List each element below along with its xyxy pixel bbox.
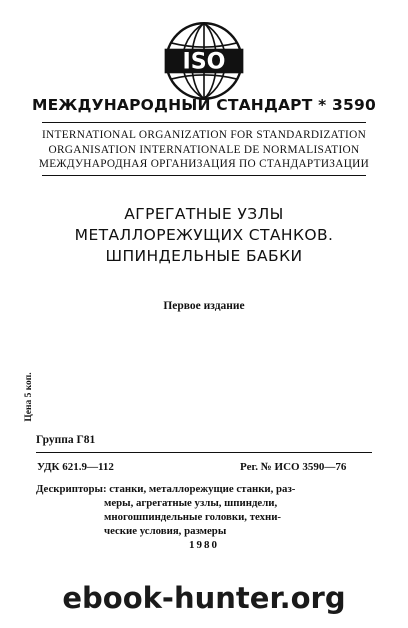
price-label [22, 367, 36, 427]
title-line: МЕТАЛЛОРЕЖУЩИХ СТАНКОВ. [74, 226, 334, 244]
descriptors-block [36, 482, 326, 538]
organization-fr: ORGANISATION INTERNATIONALE DE NORMALISATION [48, 143, 360, 156]
title-line: ШПИНДЕЛЬНЫЕ БАБКИ [105, 247, 303, 265]
registration-number: Рег. № ИСО 3590—76 [240, 461, 347, 473]
organization-en: INTERNATIONAL ORGANIZATION FOR STANDARDIZATION [41, 129, 367, 141]
publication-year: 1980 [189, 539, 219, 551]
watermark: ebook-hunter.org [62, 581, 346, 615]
descriptors-line: ческие условия, размеры [104, 525, 227, 537]
document-title [0, 204, 408, 267]
iso-logo-text: ISO [182, 48, 226, 75]
descriptors-line: многошпиндельные головки, техни- [104, 511, 282, 523]
group-rule [36, 452, 372, 453]
bottom-rule [42, 175, 366, 176]
title-line: АГРЕГАТНЫЕ УЗЛЫ [124, 205, 284, 223]
descriptors-line: меры, агрегатные узлы, шпиндели, [104, 497, 278, 509]
organization-ru: МЕЖДУНАРОДНАЯ ОРГАНИЗАЦИЯ ПО СТАНДАРТИЗАЦИИ [38, 158, 370, 170]
group-label: Группа Г81 [36, 434, 96, 446]
udk-label: УДК 621.9—112 [37, 461, 114, 473]
edition-label: Первое издание [163, 300, 245, 312]
price-text: Цена 5 коп. [24, 372, 34, 422]
descriptors-line: Дескрипторы: станки, металлорежущие станки, раз- [36, 483, 296, 495]
organizations-block [0, 128, 408, 172]
standard-title: МЕЖДУНАРОДНЫЙ СТАНДАРТ * 3590 [32, 96, 376, 114]
top-rule [42, 122, 366, 123]
iso-logo [163, 20, 245, 102]
